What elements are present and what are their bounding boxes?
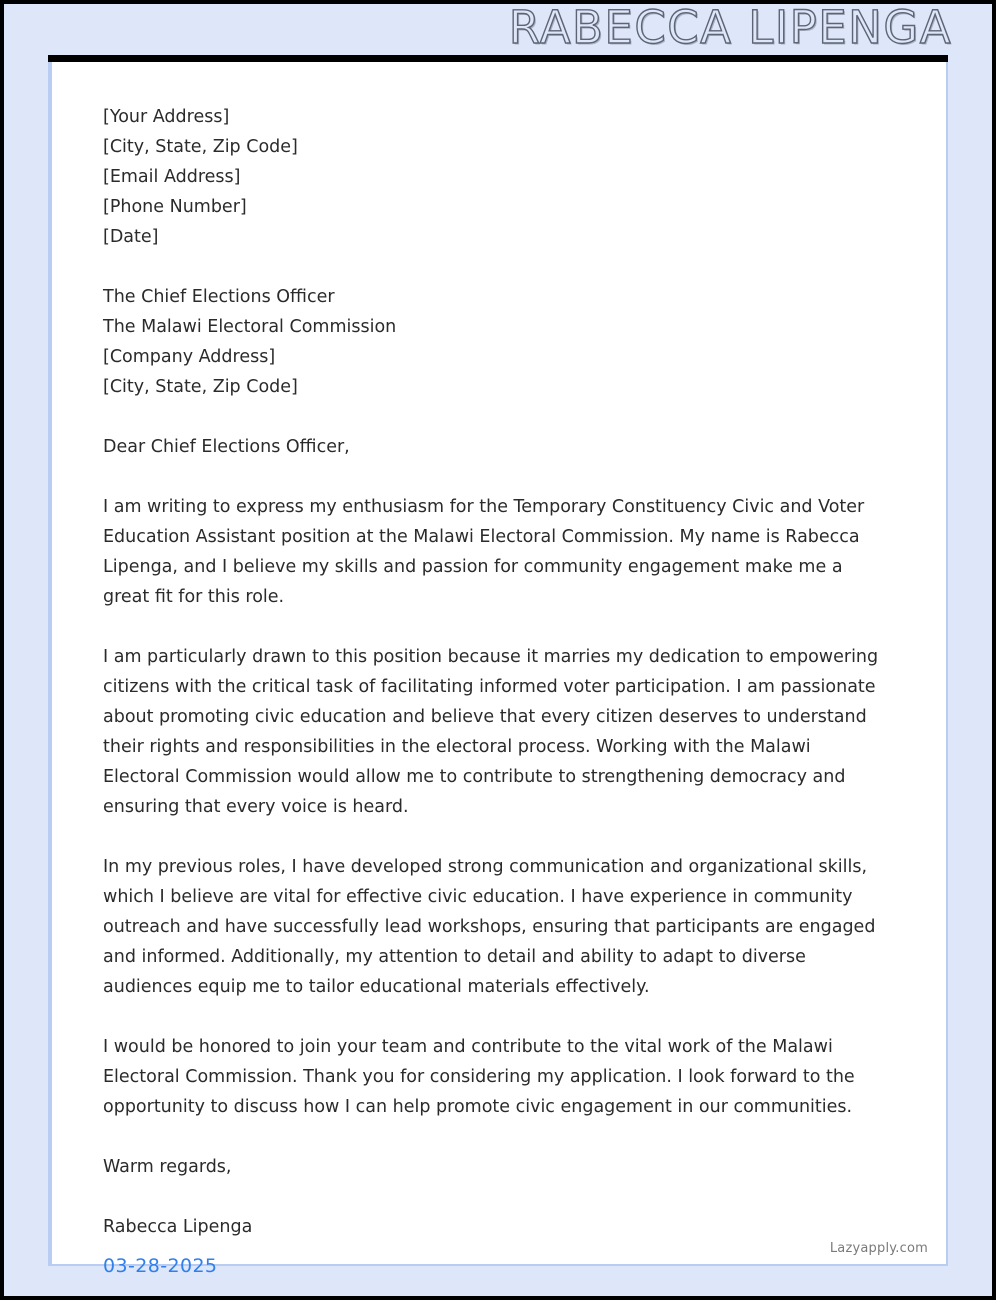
- recipient-address-line: [Company Address]: [103, 347, 276, 367]
- recipient-address-line: [City, State, Zip Code]: [103, 377, 298, 397]
- body-paragraph: In my previous roles, I have developed strong communication and organizational skills, which I believe are vital for effective civic education. I have experience in community outreach and have successfully lead workshops, ensuring that participants are engaged and informed. Additionally, my attention to detail and ability to adapt to diverse audiences equip me to tailor educational materials effectively.: [103, 857, 876, 997]
- spacer: [103, 402, 893, 432]
- body-paragraph: I would be honored to join your team and contribute to the vital work of the Malawi Electoral Commission. Thank you for considering my application. I look forward to the opportunity to discuss how I can help promote civic engagement in our communities.: [103, 1037, 855, 1117]
- recipient-address-line: The Chief Elections Officer: [103, 287, 335, 307]
- lazyapply-credit: Lazyapply.com: [829, 1241, 928, 1256]
- sender-address-line: [Phone Number]: [103, 197, 247, 217]
- page-title: RABECCA LIPENGA: [508, 4, 952, 54]
- spacer: [103, 462, 893, 492]
- sender-address-line: [Your Address]: [103, 107, 230, 127]
- letter-body: [103, 102, 893, 1242]
- spacer: [103, 822, 893, 852]
- body-paragraph: I am particularly drawn to this position because it marries my dedication to empowering citizens with the critical task of facilitating informed voter participation. I am passionate about promoting civic education and believe that every citizen deserves to understand their rights and responsibilities in the electoral process. Working with the Malawi Electoral Commission would allow me to contribute to strengthening democracy and ensuring that every voice is heard.: [103, 647, 879, 817]
- signature-name: Rabecca Lipenga: [103, 1217, 253, 1237]
- header-divider-rule: [48, 55, 948, 62]
- spacer: [103, 252, 893, 282]
- letter-page: [48, 62, 948, 1266]
- recipient-address-block: [103, 282, 893, 402]
- sender-address-block: [103, 102, 893, 252]
- sender-address-line: [Date]: [103, 227, 159, 247]
- generated-date: 03-28-2025: [103, 1255, 218, 1277]
- spacer: [103, 612, 893, 642]
- spacer: [103, 1182, 893, 1212]
- salutation: Dear Chief Elections Officer,: [103, 437, 350, 457]
- closing-salutation: Warm regards,: [103, 1157, 232, 1177]
- letterhead-header: [4, 4, 992, 55]
- document-canvas: [4, 4, 992, 1296]
- spacer: [103, 1122, 893, 1152]
- spacer: [103, 1002, 893, 1032]
- sender-address-line: [Email Address]: [103, 167, 241, 187]
- body-paragraph: I am writing to express my enthusiasm for the Temporary Constituency Civic and Voter Education Assistant position at the Malawi Electoral Commission. My name is Rabecca Lipenga, and I believe my skills and passion for community engagement make me a great fit for this role.: [103, 497, 865, 607]
- sender-address-line: [City, State, Zip Code]: [103, 137, 298, 157]
- recipient-address-line: The Malawi Electoral Commission: [103, 317, 397, 337]
